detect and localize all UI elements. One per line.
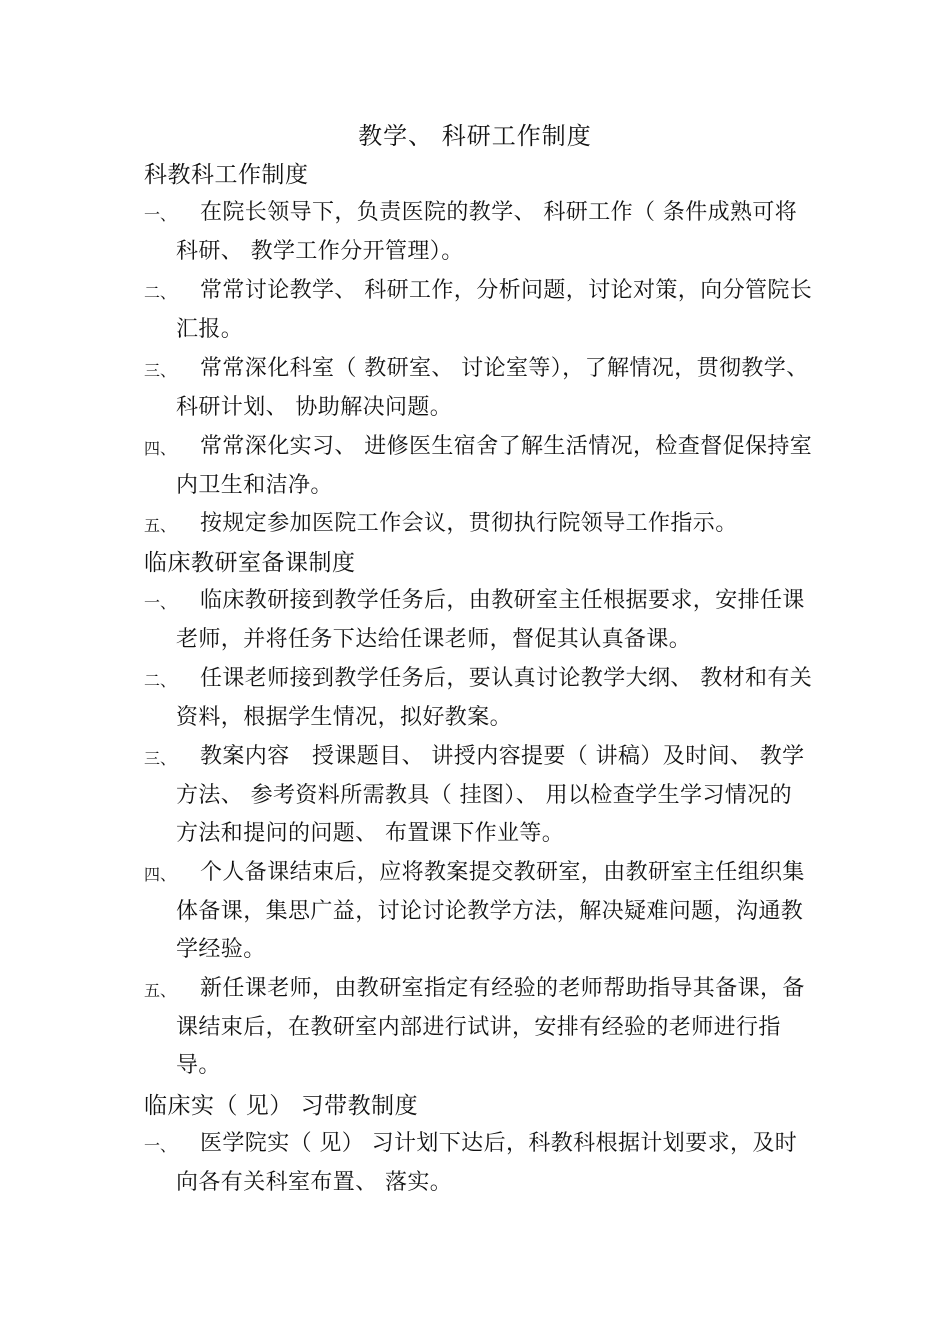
item-number: 二、 xyxy=(144,671,177,690)
list-item xyxy=(144,854,814,970)
item-text: 教案内容 授课题目、 讲授内容提要（ 讲稿）及时间、 教学方法、 参考资料所需教具（ 挂图）、 用以检查学生学习情况的方法和提问的问题、 布置课下作业等。 xyxy=(176,744,805,846)
list-item xyxy=(144,272,814,349)
list-item xyxy=(144,970,814,1086)
section-heading: 临床实（ 见） 习带教制度 xyxy=(144,1093,419,1119)
item-number: 四、 xyxy=(144,439,177,458)
section-heading: 科教科工作制度 xyxy=(144,162,309,188)
list-item xyxy=(144,428,814,505)
item-text: 常常深化科室（ 教研室、 讨论室等），了解情况，贯彻教学、 科研计划、 协助解决问题。 xyxy=(176,356,809,420)
item-number: 一、 xyxy=(144,593,177,612)
item-text: 常常深化实习、 进修医生宿舍了解生活情况，检查督促保持室内卫生和洁净。 xyxy=(176,434,813,498)
item-number: 四、 xyxy=(144,865,177,884)
item-text: 个人备课结束后，应将教案提交教研室，由教研室主任组织集体备课，集思广益，讨论讨论教学方法，解决疑难问题，沟通教学经验。 xyxy=(176,860,805,962)
item-number: 三、 xyxy=(144,361,177,380)
item-number: 五、 xyxy=(144,981,177,1000)
section-heading: 临床教研室备课制度 xyxy=(144,550,356,576)
item-text: 在院长领导下，负责医院的教学、 科研工作（ 条件成熟可将科研、 教学工作分开管理）。 xyxy=(176,200,798,264)
list-item xyxy=(144,1125,814,1202)
list-item xyxy=(144,582,814,659)
list-item xyxy=(144,660,814,737)
item-text: 按规定参加医院工作会议，贯彻执行院领导工作指示。 xyxy=(200,511,738,536)
item-number: 三、 xyxy=(144,749,177,768)
list-item xyxy=(144,350,814,427)
item-text: 常常讨论教学、 科研工作，分析问题，讨论对策，向分管院长汇报。 xyxy=(176,278,813,342)
item-text: 新任课老师，由教研室指定有经验的老师帮助指导其备课，备课结束后，在教研室内部进行试讲，安排有经验的老师进行指导。 xyxy=(176,976,805,1078)
item-number: 一、 xyxy=(144,205,177,224)
item-number: 一、 xyxy=(144,1136,177,1155)
list-item xyxy=(144,505,814,544)
item-number: 五、 xyxy=(144,516,177,535)
list-item xyxy=(144,738,814,854)
item-text: 医学院实（ 见） 习计划下达后，科教科根据计划要求，及时向各有关科室布置、 落实。 xyxy=(176,1131,798,1195)
item-number: 二、 xyxy=(144,283,177,302)
item-text: 临床教研接到教学任务后，由教研室主任根据要求，安排任课老师，并将任务下达给任课老师，督促其认真备课。 xyxy=(176,588,805,652)
document-title: 教学、 科研工作制度 xyxy=(358,122,592,150)
list-item xyxy=(144,194,814,271)
item-text: 任课老师接到教学任务后，要认真讨论教学大纲、 教材和有关资料，根据学生情况，拟好教案。 xyxy=(176,666,813,730)
